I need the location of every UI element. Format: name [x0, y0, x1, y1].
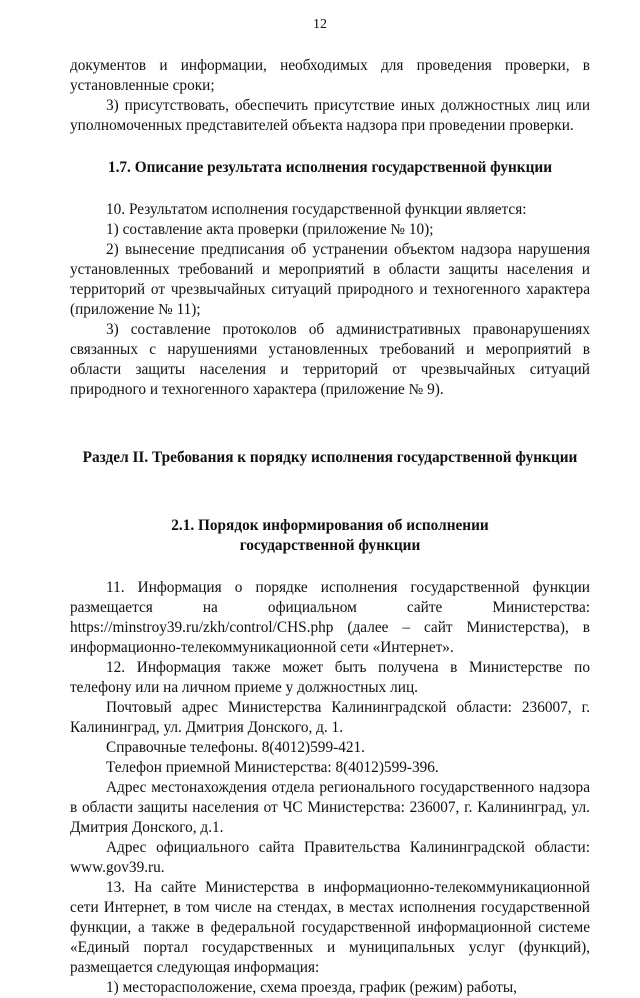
page-number: 12 — [313, 17, 327, 32]
paragraph: 10. Результатом исполнения государственной функции является: — [106, 201, 527, 218]
paragraph: документов и информации, необходимых для проведения проверки, в установленные сроки; — [70, 57, 590, 94]
document-body — [70, 56, 590, 998]
section-heading-2-1-line2: государственной функции — [239, 537, 421, 554]
section-heading-1-7: 1.7. Описание результата исполнения государственной функции — [107, 159, 553, 176]
paragraph: 3) присутствовать, обеспечить присутствие иных должностных лиц или уполномоченных представителей объекта надзора при проведении проверки. — [70, 97, 590, 134]
paragraph: Адрес официального сайта Правительства Калининградской области: www.gov39.ru. — [70, 839, 590, 876]
paragraph: 13. На сайте Министерства в информационно-телекоммуникационной сети Интернет, в том числе на стендах, в местах исполнения государственной функции, а также в федеральной государственной информационной системе «Единый портал государственных и муниципальных услуг (функций), размещается следующая информация: — [70, 879, 590, 976]
section-heading-2-1-line1: 2.1. Порядок информирования об исполнении — [171, 517, 489, 534]
paragraph: 1) месторасположение, схема проезда, график (режим) работы, — [106, 979, 517, 996]
section-heading-2: Раздел II. Требования к порядку исполнения государственной функции — [82, 449, 578, 466]
paragraph: Справочные телефоны. 8(4012)599-421. — [106, 739, 365, 756]
paragraph: 3) составление протоколов об административных правонарушениях связанных с нарушениями установленных требований и мероприятий в области защиты населения и территорий от чрезвычайных ситуаций природного и техногенного характера (приложение № 9). — [70, 321, 590, 398]
paragraph: Адрес местонахождения отдела регионального государственного надзора в области защиты населения от ЧС Министерства: 236007, г. Калининград, ул. Дмитрия Донского, д.1. — [70, 779, 590, 836]
paragraph: 2) вынесение предписания об устранении объектом надзора нарушения установленных требований и мероприятий в области защиты населения и территорий от чрезвычайных ситуаций природного и техногенного характера (приложение № 11); — [70, 241, 590, 318]
paragraph: 11. Информация о порядке исполнения государственной функции размещается на официальном сайте Министерства: https://minstroy39.ru/zkh/control/CHS.php (далее – сайт Министерства), в информационно-телекоммуникационной сети «Интернет». — [70, 579, 590, 656]
paragraph: 12. Информация также может быть получена в Министерстве по телефону или на личном приеме у должностных лиц. — [70, 659, 590, 696]
paragraph: 1) составление акта проверки (приложение № 10); — [106, 221, 434, 238]
paragraph: Телефон приемной Министерства: 8(4012)599-396. — [106, 759, 439, 776]
paragraph: Почтовый адрес Министерства Калининградской области: 236007, г. Калининград, ул. Дмитрия Донского, д. 1. — [70, 699, 590, 736]
